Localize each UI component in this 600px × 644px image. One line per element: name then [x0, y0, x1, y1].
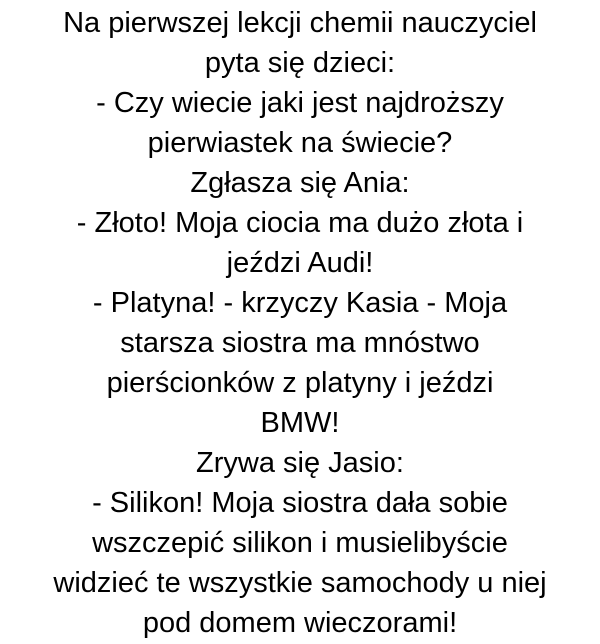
joke-line: pierścionków z platyny i jeździ	[106, 367, 494, 399]
joke-line: pod domem wieczorami!	[142, 607, 458, 639]
joke-line: - Czy wiecie jaki jest najdroższy	[96, 87, 504, 119]
joke-line: wszczepić silikon i musielibyście	[92, 527, 508, 559]
joke-line: Zrywa się Jasio:	[196, 447, 404, 479]
joke-line: - Złoto! Moja ciocia ma dużo złota i	[76, 207, 524, 239]
joke-line: starsza siostra ma mnóstwo	[120, 327, 480, 359]
joke-line: widzieć te wszystkie samochody u niej	[53, 567, 547, 599]
joke-line: BMW!	[260, 407, 340, 439]
joke-line: Zgłasza się Ania:	[190, 167, 410, 199]
joke-line: pyta się dzieci:	[204, 47, 396, 79]
joke-line: jeździ Audi!	[226, 247, 374, 279]
joke-line: pierwiastek na świecie?	[147, 127, 453, 159]
joke-line: - Platyna! - krzyczy Kasia - Moja	[92, 287, 508, 319]
joke-line: - Silikon! Moja siostra dała sobie	[92, 487, 508, 519]
joke-line: Na pierwszej lekcji chemii nauczyciel	[63, 7, 537, 39]
